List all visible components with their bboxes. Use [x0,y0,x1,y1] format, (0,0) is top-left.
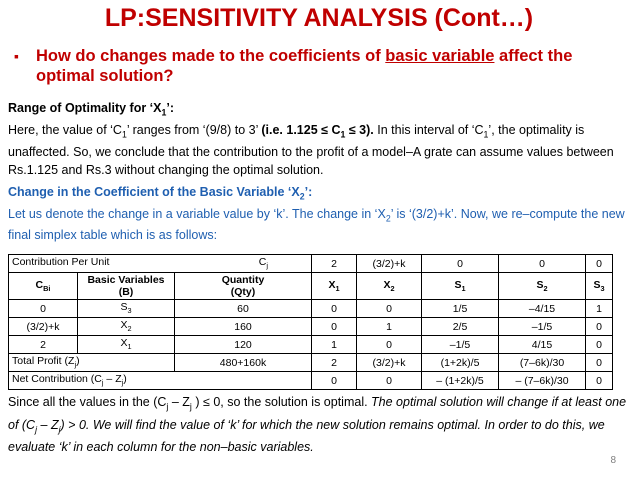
range-paragraph: Here, the value of ‘$C_1$’ ranges from ‘(9/8) to 3’ (i.e. $1.125 \le C_1 \le 3$). In this interval of ‘$C_1$’, the optimality is unaffected. So, we conclude that the contribution to the profit of a model–A grate can assume values between Rs.1.125 and Rs.3 without changing the optimal solution. [8,123,614,177]
table-cell: 0 [9,300,78,318]
table-cell: – (7–6k)/30 [499,372,586,390]
table-cell: 0 [312,300,357,318]
table-cell: 1 [586,300,613,318]
table-cell: 0 [586,255,613,273]
table-cell: –1/5 [499,318,586,336]
square-bullet-icon: ▪ [14,48,19,64]
conclusion-paragraph: Since all the values in the ($C_j - Z_j$ ) ≤ 0, so the solution is optimal. The optimal solution will change if at least one of $(C_j - Z_j) > 0$. We will find the value of ‘k’ for which the new solution remains optimal. In order to do this, we evaluate ‘k’ in each column for the non–basic variables. [8,395,627,454]
table-cell: 0 [312,318,357,336]
table-cell: 2 [9,336,78,354]
table-cell: –1/5 [422,336,499,354]
table-cell: (7–6k)/30 [499,354,586,372]
header-s3: $S_3$ [586,273,613,300]
range-of-optimality-section [8,100,630,179]
slide-title: LP:SENSITIVITY ANALYSIS (Cont…) [104,4,534,32]
question-underlined: basic variable [385,47,495,65]
table-cell: $X_1$ [78,336,175,354]
table-row [9,318,613,336]
table-cell: 2/5 [422,318,499,336]
table-cell: 1 [357,318,422,336]
table-cell: 480+160k [175,354,312,372]
bullet-question [14,46,624,86]
header-s2: $S_2$ [499,273,586,300]
net-contribution-label: Net Contribution $(C_j - Z_j)$ [9,372,312,390]
question-suffix: affect the optimal solution? [36,47,573,85]
header-basic-variables: Basic Variables (B) [78,273,175,300]
table-cell: 1/5 [422,300,499,318]
table-cell: – (1+2k)/5 [422,372,499,390]
table-row-contribution [9,255,613,273]
contribution-label-cell: Contribution Per Unit $C_j$ [9,255,312,273]
table-cell: 120 [175,336,312,354]
table-cell: 0 [312,372,357,390]
table-header-row [9,273,613,300]
table-cell: (3/2)+k [9,318,78,336]
total-profit-label: Total Profit $(Z_j)$ [9,354,175,372]
change-paragraph: Let us denote the change in a variable value by ‘k’. The change in ‘$X_2$’ is ‘(3/2)+k’. Now, we re–compute the new final simplex table which is as follows: [8,206,625,242]
table-cell: 0 [586,318,613,336]
table-cell: 4/15 [499,336,586,354]
header-s1: $S_1$ [422,273,499,300]
table-cell: 0 [357,336,422,354]
table-cell: 0 [357,372,422,390]
simplex-table [8,254,613,390]
header-x1: $X_1$ [312,273,357,300]
table-row [9,300,613,318]
header-x2: $X_2$ [357,273,422,300]
table-cell: (1+2k)/5 [422,354,499,372]
table-cell: (3/2)+k [357,255,422,273]
table-cell: 60 [175,300,312,318]
table-row-net-contribution [9,372,613,390]
change-coefficient-section [8,184,630,244]
table-cell: 0 [499,255,586,273]
table-cell: $S_3$ [78,300,175,318]
range-heading: Range of Optimality for ‘$X_1$’: [8,101,175,118]
table-cell: 0 [586,372,613,390]
table-cell: 0 [357,300,422,318]
table-cell: 2 [312,255,357,273]
table-cell: –4/15 [499,300,586,318]
table-row [9,336,613,354]
table-cell: 160 [175,318,312,336]
table-cell: 2 [312,354,357,372]
change-heading: Change in the Coefficient of the Basic Variable ‘$X_2$’: [8,185,313,202]
table-cell: 1 [312,336,357,354]
question-prefix: How do changes made to the coefficients of [36,47,386,65]
table-cell: 0 [586,336,613,354]
table-cell: 0 [422,255,499,273]
header-cbi: $C_{Bi}$ [9,273,78,300]
table-cell: $X_2$ [78,318,175,336]
table-cell: (3/2)+k [357,354,422,372]
table-cell: 0 [586,354,613,372]
page-number: 8 [610,455,616,466]
question-text [36,46,624,86]
table-row-total-profit [9,354,613,372]
header-quantity: Quantity (Qty) [175,273,312,300]
